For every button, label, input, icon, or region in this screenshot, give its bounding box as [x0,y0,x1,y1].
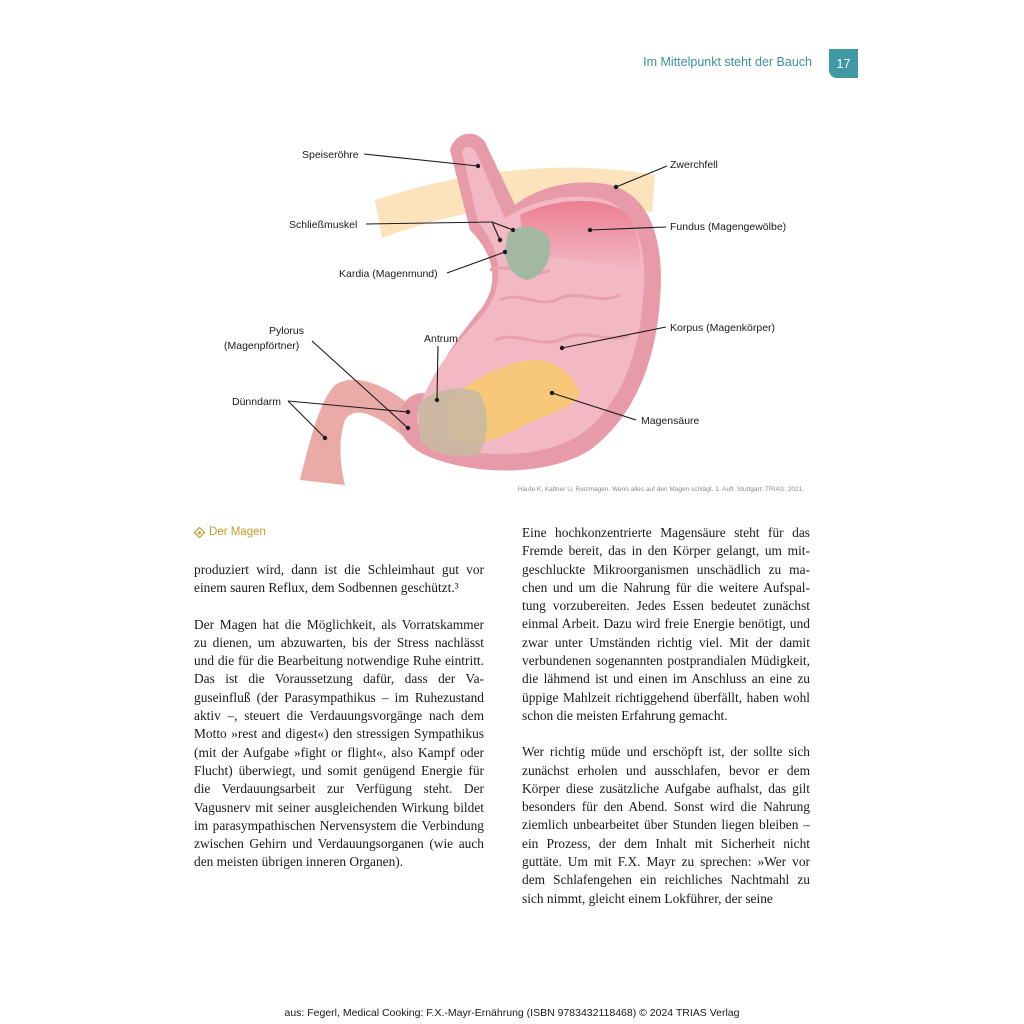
section-label-text: Der Magen [209,526,266,538]
footer-citation: aus: Fegerl, Medical Cooking: F.X.-Mayr-Ernährung (ISBN 9783432118468) © 2024 TRIAS Verlag [284,1007,740,1019]
text-column-right [522,524,810,926]
paragraph: Eine hochkonzentrierte Magensäure steht für das Fremde bereit, das in den Körper gelangt, um mitgeschluckte Mikroorganismen unschädlich zu machen und um die Nahrung für die weitere Aufspaltung vorzubereiten. Jedes Essen bedeutet zunächst einmal Arbeit. Dazu wird freie Energie benötigt, und zwar unter Umständen richtig viel. Mit der damit verbundenen sogenannten postprandialen Müdigkeit, die lähmend ist und einen im Anschluss an eine zu üppige Mahlzeit richtiggehend überfällt, haben wohl schon die meisten Erfahrung gemacht. [522,525,810,723]
label-schliessmuskel: Schließmuskel [289,219,358,231]
page-number-badge: 17 [829,49,858,78]
label-pylorus-sub: (Magenpförtner) [224,340,300,352]
label-duenndarm: Dünndarm [232,396,282,408]
label-kardia: Kardia (Magenmund) [339,268,438,280]
paragraph: Wer richtig müde und erschöpft ist, der sollte sich zunächst erholen und ausschlafen, bevor er dem Körper diese zusätzliche Aufgabe aufhalst, das gilt besonders für den Abend. Sonst wird die Nahrung ziemlich unbearbeitet über Stunden liegen bleiben – ein Prozess, der dem Inhalt mit Sicherheit nicht guttäte. Um mit F.X. Mayr zu sprechen: »Wer vor dem Schlafengehen ein reichliches Nachtmahl zu sich nimmt, gleicht einem Lokführer, der seine [522,744,810,906]
section-label [194,526,266,538]
paragraph: Der Magen hat die Möglichkeit, als Vorratskammer zu dienen, um abzuwarten, bis der Stress nachlässt und die für die Bearbeitung notwendige Ruhe eintritt. Das ist die Voraussetzung dafür, dass der Vaguseinfluß (der Parasympathikus – im Ruhezustand aktiv –, steuert die Verdauungsvorgänge nach dem Motto »rest and digest«) den stressigen Sympathikus (mit der Aufgabe »fight or flight«, also Kampf oder Flucht) überwiegt, und somit genügend Energie für die Verdauungsarbeit zur Verfügung steht. Der Vagusnerv mit seiner ausgleichenden Wirkung bildet im parasympathischen Nervensystem die Verbindung zwischen Gehirn und Verdauungsorganen (wie auch den meisten übrigen inneren Organen). [194,616,484,870]
label-speiseroehre: Speiseröhre [302,149,359,161]
paragraph: produziert wird, dann ist die Schleimhaut gut vor einem sauren Reflux, dem Sodbennen geschützt.³ [194,562,484,596]
label-zwerchfell: Zwerchfell [670,159,718,171]
label-korpus: Korpus (Magenkörper) [670,322,776,334]
label-fundus: Fundus (Magengewölbe) [670,221,787,233]
text-column-left [194,561,484,890]
figure-credit: Haufe K, Kaltner U. Reizmagen. Wenn alles auf den Magen schlägt. 1. Aufl. Stuttgart: TRIAS; 2021. [517,486,804,493]
stomach-icon [194,527,205,538]
running-head-title: Im Mittelpunkt steht der Bauch [643,55,812,69]
label-magensaeure: Magensäure [641,415,700,427]
label-pylorus: Pylorus [269,325,305,337]
label-antrum: Antrum [424,333,458,345]
antrum-region [418,388,487,456]
